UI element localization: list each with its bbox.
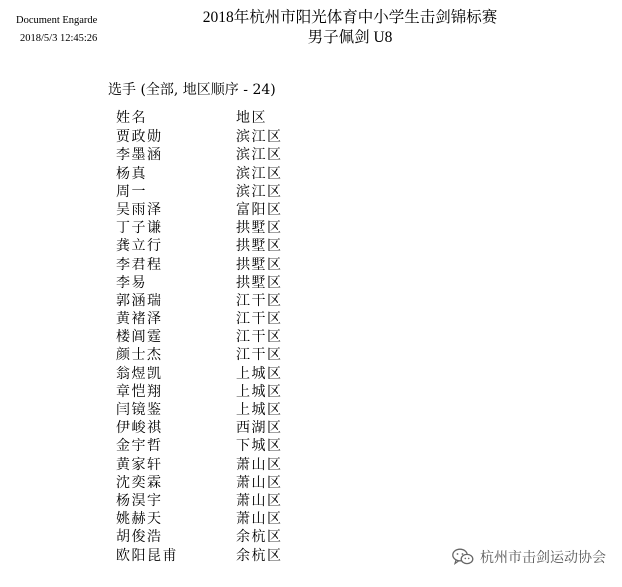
fencer-name: 欧阳昆甫 bbox=[116, 547, 178, 564]
table-row bbox=[116, 474, 316, 492]
table-row bbox=[116, 510, 316, 528]
fencer-name: 楼阊霆 bbox=[116, 329, 163, 346]
fencer-name: 沈奕霖 bbox=[116, 474, 163, 491]
fencer-region: 江干区 bbox=[236, 329, 283, 346]
table-header bbox=[116, 109, 316, 127]
fencer-region: 江干区 bbox=[236, 347, 283, 364]
fencer-region: 拱墅区 bbox=[236, 220, 283, 237]
fencer-table bbox=[116, 109, 316, 565]
table-row bbox=[116, 128, 316, 146]
table-row bbox=[116, 201, 316, 219]
fencer-region: 余杭区 bbox=[236, 529, 283, 546]
fencer-region: 萧山区 bbox=[236, 492, 283, 509]
table-row bbox=[116, 274, 316, 292]
table-row bbox=[116, 328, 316, 346]
fencer-name: 丁子谦 bbox=[116, 220, 163, 237]
fencer-region: 上城区 bbox=[236, 383, 283, 400]
fencer-region: 江干区 bbox=[236, 292, 283, 309]
fencer-region: 萧山区 bbox=[236, 511, 283, 528]
table-row bbox=[116, 256, 316, 274]
fencer-region: 拱墅区 bbox=[236, 274, 283, 291]
fencer-region: 萧山区 bbox=[236, 474, 283, 491]
fencer-region: 江干区 bbox=[236, 311, 283, 328]
fencer-name: 杨真 bbox=[116, 165, 147, 182]
fencer-region: 上城区 bbox=[236, 365, 283, 382]
fencer-name: 闫镜鉴 bbox=[116, 402, 163, 418]
fencer-name: 贾政勋 bbox=[116, 129, 163, 146]
fencer-name: 李君程 bbox=[116, 256, 163, 273]
print-datetime: 2018/5/3 12:45:26 bbox=[20, 33, 98, 44]
table-row bbox=[116, 310, 316, 328]
fencer-name: 杨淏宇 bbox=[116, 492, 163, 509]
fencer-name: 黄家轩 bbox=[116, 456, 163, 473]
fencer-name: 李墨涵 bbox=[116, 147, 163, 164]
fencer-region: 上城区 bbox=[236, 402, 283, 418]
fencer-region: 拱墅区 bbox=[236, 256, 283, 273]
fencer-region: 富阳区 bbox=[236, 201, 283, 218]
column-header-name: 姓名 bbox=[116, 110, 147, 126]
fencer-region: 滨江区 bbox=[236, 183, 283, 200]
table-row bbox=[116, 419, 316, 437]
fencer-name: 翁煜凯 bbox=[116, 365, 163, 382]
watermark bbox=[452, 547, 606, 567]
fencer-name: 姚赫天 bbox=[116, 511, 163, 528]
table-row bbox=[116, 401, 316, 419]
fencer-name: 章恺翔 bbox=[116, 383, 163, 400]
table-row bbox=[116, 492, 316, 510]
fencer-region: 滨江区 bbox=[236, 147, 283, 164]
column-header-region: 地区 bbox=[236, 110, 267, 126]
table-row bbox=[116, 383, 316, 401]
section-title: 选手 (全部, 地区顺序 - 24) bbox=[108, 82, 276, 98]
page-title: 2018年杭州市阳光体育中小学生击剑锦标赛 bbox=[202, 9, 498, 26]
fencer-name: 黄褚泽 bbox=[116, 311, 163, 328]
table-row bbox=[116, 437, 316, 455]
page-subtitle: 男子佩剑 U8 bbox=[307, 29, 393, 46]
title-block bbox=[150, 8, 550, 48]
watermark-text: 杭州市击剑运动协会 bbox=[480, 550, 606, 566]
table-row bbox=[116, 547, 316, 565]
fencer-region: 下城区 bbox=[236, 438, 283, 455]
table-row bbox=[116, 346, 316, 364]
table-row bbox=[116, 165, 316, 183]
table-body bbox=[116, 128, 316, 565]
table-row bbox=[116, 456, 316, 474]
fencer-region: 滨江区 bbox=[236, 165, 283, 182]
table-row bbox=[116, 528, 316, 546]
fencer-name: 金宇哲 bbox=[116, 438, 163, 455]
fencer-name: 李易 bbox=[116, 274, 147, 291]
table-row bbox=[116, 365, 316, 383]
fencer-region: 西湖区 bbox=[236, 420, 283, 437]
fencer-region: 拱墅区 bbox=[236, 238, 283, 255]
fencer-name: 胡俊浩 bbox=[116, 529, 163, 546]
table-row bbox=[116, 219, 316, 237]
table-row bbox=[116, 183, 316, 201]
document-meta bbox=[16, 12, 97, 48]
table-row bbox=[116, 146, 316, 164]
fencer-name: 郭涵瑞 bbox=[116, 292, 163, 309]
fencer-name: 龚立行 bbox=[116, 238, 163, 255]
fencer-name: 吴雨泽 bbox=[116, 201, 163, 218]
fencer-region: 萧山区 bbox=[236, 456, 283, 473]
fencer-name: 伊峻祺 bbox=[116, 420, 163, 437]
wechat-icon bbox=[452, 548, 474, 566]
fencer-name: 周一 bbox=[116, 183, 147, 200]
fencer-name: 颜士杰 bbox=[116, 347, 163, 364]
software-name: Document Engarde bbox=[16, 15, 98, 26]
fencer-region: 余杭区 bbox=[236, 547, 283, 564]
table-row bbox=[116, 237, 316, 255]
fencer-region: 滨江区 bbox=[236, 129, 283, 146]
table-row bbox=[116, 292, 316, 310]
